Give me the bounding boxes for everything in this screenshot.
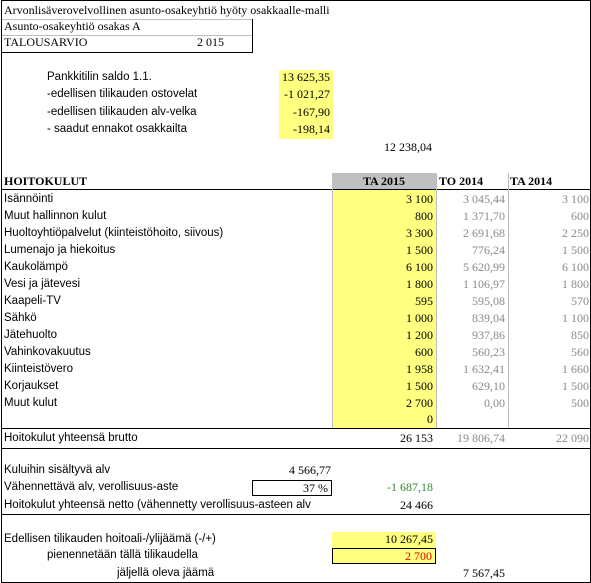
cost-to2014: 1 371,70 — [463, 209, 505, 223]
cost-ta2015[interactable]: 1 500 — [406, 379, 433, 393]
budget-label: TALOUSARVIO — [4, 35, 88, 49]
opening-value-4[interactable]: -198,14 — [293, 122, 330, 136]
cost-label: Huoltoyhtiöpalvelut (kiinteistöhoito, siivous) — [4, 227, 224, 239]
prev-result-value[interactable]: 10 267,45 — [385, 532, 433, 546]
cost-to2014: 2 691,68 — [463, 226, 505, 240]
cost-to2014: 0,00 — [484, 396, 505, 410]
sheet-title: Arvonlisäverovelvollinen asunto-osakeyhtiö hyöty osakkaalle-malli — [4, 3, 330, 17]
cost-label: Sähkö — [4, 312, 37, 324]
cost-ta2014: 600 — [571, 209, 589, 223]
cost-ta2014: 1 660 — [562, 362, 589, 376]
cost-ta2014: 1 800 — [562, 277, 589, 291]
cost-to2014: 776,24 — [472, 243, 505, 257]
cost-ta2015[interactable]: 600 — [415, 345, 433, 359]
cost-to2014: 3 045,44 — [463, 192, 505, 206]
vat-net-value: 24 466 — [400, 498, 433, 512]
cost-ta2015[interactable]: 1 800 — [406, 277, 433, 291]
cost-ta2015[interactable]: 6 100 — [406, 260, 433, 274]
cost-ta2014: 2 250 — [562, 226, 589, 240]
cost-label: Muut kulut — [4, 397, 58, 409]
cost-ta2015[interactable]: 1 500 — [406, 243, 433, 257]
reduce-value[interactable]: 2 700 — [332, 548, 436, 564]
cost-ta2014: 1 500 — [562, 379, 589, 393]
prev-result-label: Edellisen tilikauden hoitoali-/ylijäämä (-/+) — [4, 533, 216, 545]
col-header-ta2015: TA 2015 — [362, 174, 406, 188]
costs-total-ta2015: 26 153 — [400, 431, 433, 445]
opening-value-3[interactable]: -167,90 — [293, 105, 330, 119]
cost-to2014: 595,08 — [472, 294, 505, 308]
cost-ta2014: 3 100 — [562, 192, 589, 206]
cost-to2014: 560,23 — [472, 345, 505, 359]
budget-year: 2 015 — [197, 35, 224, 49]
opening-label-3: -edellisen tilikauden alv-velka — [47, 106, 197, 118]
spreadsheet — [1, 0, 591, 583]
cost-to2014: 839,04 — [472, 311, 505, 325]
cost-ta2014: 570 — [571, 294, 589, 308]
costs-total-label: Hoitokulut yhteensä brutto — [4, 432, 138, 444]
cost-ta2014: 560 — [571, 345, 589, 359]
cost-ta2014: 1 100 — [562, 311, 589, 325]
cost-label: Isännöinti — [4, 193, 54, 205]
remaining-value: 7 567,45 — [463, 566, 505, 580]
cost-ta2014: 850 — [571, 328, 589, 342]
cost-ta2015[interactable]: 3 100 — [406, 192, 433, 206]
col-header-to2014: TO 2014 — [439, 174, 484, 188]
remaining-label: jäljellä oleva jäämä — [117, 567, 215, 579]
cost-ta2015[interactable]: 1 958 — [406, 362, 433, 376]
cost-to2014: 1 632,41 — [463, 362, 505, 376]
vat-deductible-label: Vähennettävä alv, verollisuus-aste — [4, 481, 179, 493]
cost-ta2014: 6 100 — [562, 260, 589, 274]
costs-heading: HOITOKULUT — [4, 174, 88, 188]
cost-label: Muut hallinnon kulut — [4, 210, 107, 222]
vat-net-label: Hoitokulut yhteensä netto (vähennetty verollisuus-asteen alv — [4, 499, 311, 511]
costs-total-ta2014: 22 090 — [556, 431, 589, 445]
cost-label: Lumenajo ja hiekoitus — [4, 244, 116, 256]
reduce-label: pienennetään tällä tilikaudella — [47, 549, 198, 561]
cost-label: Jätehuolto — [4, 329, 58, 341]
cost-ta2015[interactable]: 800 — [415, 209, 433, 223]
cost-ta2014: 500 — [571, 396, 589, 410]
cost-to2014: 1 106,97 — [463, 277, 505, 291]
cost-ta2015[interactable]: 1 000 — [406, 311, 433, 325]
cost-label: Korjaukset — [4, 380, 59, 392]
cost-label: Vahinkovakuutus — [4, 346, 91, 358]
costs-total-to2014: 19 806,74 — [457, 431, 505, 445]
cost-ta2014: 1 500 — [562, 243, 589, 257]
opening-value-1[interactable]: 13 625,35 — [282, 70, 330, 84]
opening-label-4: - saadut ennakot osakkailta — [47, 123, 188, 135]
cost-label: Kaapeli-TV — [4, 295, 61, 307]
cost-label: Vesi ja jätevesi — [4, 278, 81, 290]
cost-to2014: 629,10 — [472, 379, 505, 393]
cost-to2014: 937,86 — [472, 328, 505, 342]
opening-label-1: Pankkitilin saldo 1.1. — [47, 71, 152, 83]
cost-ta2015[interactable]: 0 — [427, 412, 433, 426]
vat-included-value: 4 566,77 — [289, 463, 331, 477]
opening-label-2: -edellisen tilikauden ostovelat — [47, 88, 198, 100]
cost-label: Kaukolämpö — [4, 261, 68, 273]
cost-ta2015[interactable]: 3 300 — [406, 226, 433, 240]
opening-value-2[interactable]: -1 021,27 — [284, 87, 330, 101]
cost-ta2015[interactable]: 1 200 — [406, 328, 433, 342]
opening-total: 12 238,04 — [384, 140, 432, 154]
cost-ta2015[interactable]: 595 — [415, 294, 433, 308]
vat-included-label: Kuluihin sisältyvä alv — [4, 464, 111, 476]
cost-ta2015[interactable]: 2 700 — [406, 396, 433, 410]
col-header-ta2014: TA 2014 — [510, 174, 553, 188]
cost-to2014: 5 620,99 — [463, 260, 505, 274]
company-name: Asunto-osakeyhtiö osakas A — [4, 19, 141, 33]
vat-deductible-pct[interactable]: 37 % — [252, 480, 332, 496]
vat-deductible-value: -1 687,18 — [387, 480, 433, 494]
cost-label: Kiinteistövero — [4, 363, 74, 375]
